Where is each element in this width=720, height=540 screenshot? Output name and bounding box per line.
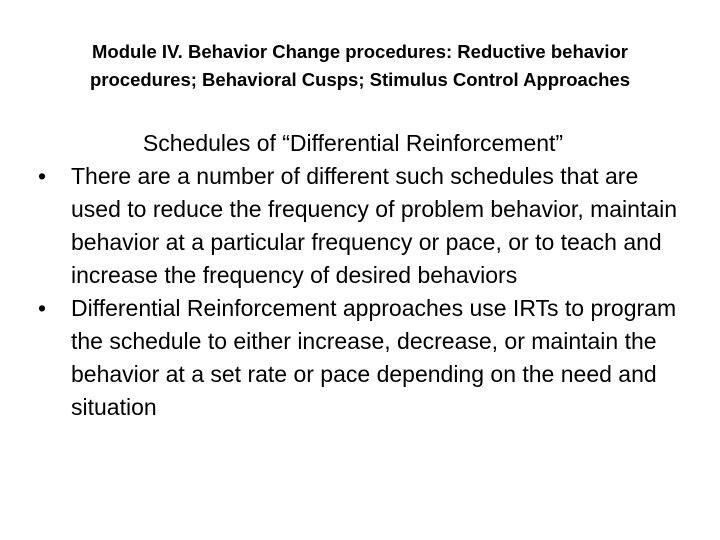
bullet-item <box>18 292 688 424</box>
slide-title: Module IV. Behavior Change procedures: Reductive behavior procedures; Behavioral Cusps; Stimulus Control Approaches <box>89 41 631 90</box>
bullet-dot-icon: • <box>37 295 47 321</box>
bullet-item <box>18 160 688 292</box>
bullet-list <box>18 160 688 424</box>
bullet-text: Differential Reinforcement approaches use IRTs to program the schedule to either increase, decrease, or maintain the behavior at a set rate or pace depending on the need and situation <box>71 295 677 420</box>
slide-content <box>18 127 688 424</box>
bullet-dot-icon: • <box>37 163 47 189</box>
bullet-text: There are a number of different such schedules that are used to reduce the frequency of problem behavior, maintain behavior at a particular frequency or pace, or to teach and increase the frequency of desired behaviors <box>71 163 678 288</box>
slide-subheading: Schedules of “Differential Reinforcement” <box>142 130 564 156</box>
